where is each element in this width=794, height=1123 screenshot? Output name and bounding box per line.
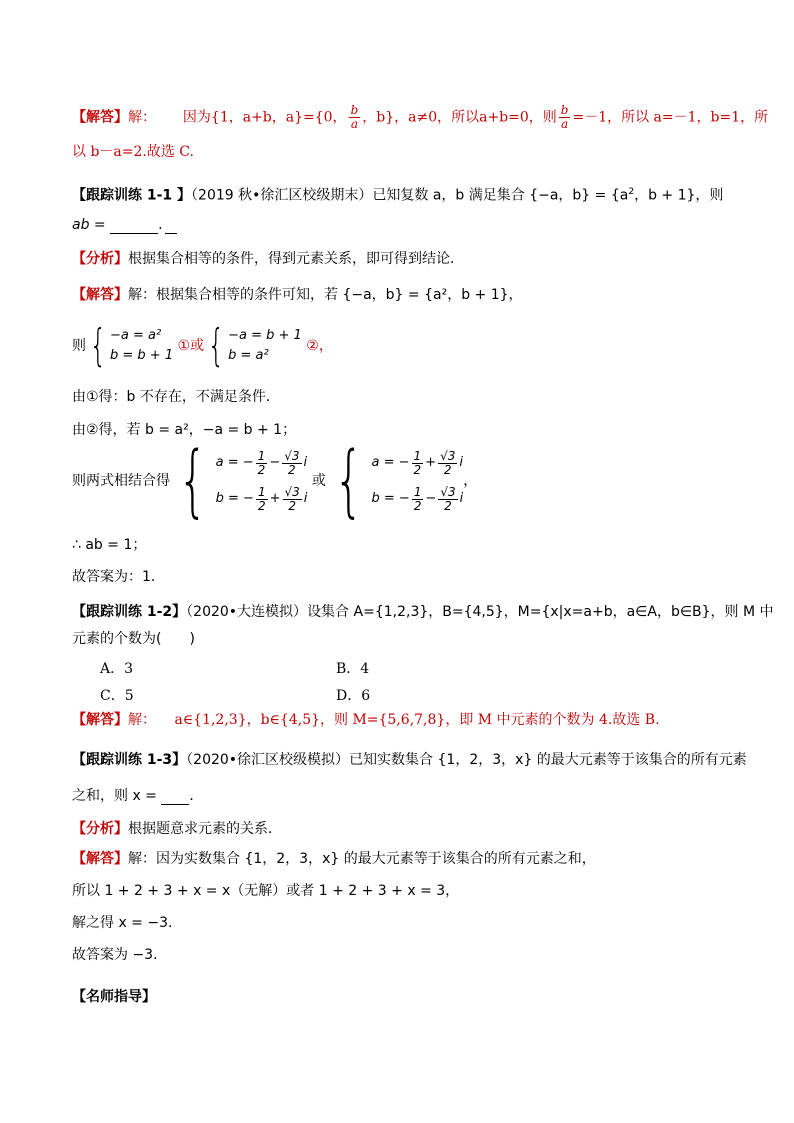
exercise-1-3-line2: 之和，则 x = ． [72, 788, 204, 804]
answer-blank [161, 790, 189, 805]
answer-blank [110, 219, 158, 234]
system-a: −a = a² b = b + 1 [110, 328, 174, 363]
final-answer-1-1: 故答案为：1． [72, 569, 165, 585]
option-d: D．6 [336, 688, 371, 704]
exercise-1-1-title: 【跟踪训练 1-1 】（2019 秋•徐汇区校级期末）已知复数 a，b 满足集合 {−a，$b\} = \{a^2$，b + 1}，则 [72, 187, 724, 204]
exercise-1-2-line2: 元素的个数为( ) [72, 631, 195, 647]
exercise-text: 已知复数 a，b 满足集合 {−a，b} = {a [372, 187, 629, 204]
solve-line: 解之得 x = −3． [72, 915, 183, 931]
answer-1-3: 【解答】解：因为实数集合 {1，2，3，x} 的最大元素等于该集合的所有元素之和， [72, 851, 596, 867]
exercise-1-2-title: 【跟踪训练 1-2】（2020•大连模拟）设集合 A={1,2,3}，B={4,5}，M={x|x=a+b，a∈A，b∈B}，则 M 中 [72, 604, 774, 620]
answer-text-2: ，b}，a≠0，所以a+b=0，则 [362, 109, 557, 126]
therefore-line: ∴ ab = 1； [72, 537, 147, 553]
exercise-1-1-line2: ab = . [72, 216, 177, 234]
answer-block-1-line1 [72, 104, 768, 131]
solution-system-2: a = − $\frac{1}{2}$ + $\frac{√3}{2}$ i b = − $\frac{1}{2}$ − $\frac{√3}{2}$ i [371, 448, 464, 513]
system-b: −a = b + 1 b = a² [228, 328, 302, 363]
so-line: 所以 1 + 2 + 3 + x = x（无解）或者 1 + 2 + 3 + x = 3， [72, 883, 460, 899]
exercise-source: （2020•徐汇区校级模拟） [186, 752, 350, 768]
answer-1-1: 【解答】解：根据集合相等的条件可知，若 {−a，b} = {a²，b + 1}， [72, 287, 523, 303]
analysis-tag: 【分析】 [72, 251, 128, 267]
from-2: 由②得，若 b = a²，−a = b + 1； [72, 422, 297, 438]
option-c: C．5 [100, 688, 134, 704]
option-b: B．4 [336, 661, 370, 677]
answer-text-3: =－1，所以 a=－1，b=1，所 [572, 109, 769, 126]
answer-tag: 【解答】 [72, 712, 128, 728]
circle-1-or: ①或 [177, 338, 205, 354]
exercise-text-end: ，b + 1}，则 [634, 187, 724, 204]
exercise-tag: 【跟踪训练 1-2】 [72, 604, 187, 620]
answer-jie: 解： [128, 109, 156, 126]
answer-tag: 【解答】 [72, 851, 128, 867]
system-equations-1: 则{ −a = a² b = b + 1 ①或{ −a = b + 1 b = a² ②， [72, 320, 333, 371]
analysis-tag: 【分析】 [72, 821, 128, 837]
fraction-b-over-a: $\frac{b}{a}$ [350, 103, 359, 131]
answer-1-2: 【解答】解： a∈{1,2,3}，b∈{4,5}，则 M={5,6,7,8}，即 M 中元素的个数为 4.故选 B. [72, 712, 660, 728]
combined-solution: 则两式相结合得 { a = − $\frac{1}{2}$ − $\frac{√3}{2}$ i b = − $\frac{1}{2}$ + $\frac{√3}{2}$ i 或 { a = − $\frac{1}{2}$ + $\frac{√3}{2}$ i b = − $\frac{1}{2}$ − $\frac{√3}{2}$ i ， [72, 436, 478, 526]
exercise-source: （2020•大连模拟） [186, 604, 308, 620]
teacher-guide-heading: 【名师指导】 [72, 989, 156, 1005]
answer-tag: 【解答】 [72, 109, 128, 126]
exercise-1-3-title: 【跟踪训练 1-3】（2020•徐汇区校级模拟）已知实数集合 {1，2，3，x} 的最大元素等于该集合的所有元素 [72, 752, 747, 768]
answer-block-1-line2: 以 b－a=2.故选 C. [72, 144, 194, 160]
exercise-tag: 【跟踪训练 1-1 】 [72, 187, 192, 204]
final-answer-1-3: 故答案为 −3． [72, 947, 168, 963]
from-1: 由①得：b 不存在，不满足条件． [72, 389, 280, 405]
fraction-b-over-a-2: $\frac{b}{a}$ [560, 103, 569, 131]
solution-system-1: a = − $\frac{1}{2}$ − $\frac{√3}{2}$ i b = − $\frac{1}{2}$ + $\frac{√3}{2}$ i [215, 448, 308, 513]
analysis-1-3: 【分析】根据题意求元素的关系． [72, 821, 282, 837]
exercise-source: （2019 秋•徐汇区校级期末） [191, 187, 373, 204]
exercise-tag: 【跟踪训练 1-3】 [72, 752, 187, 768]
answer-text-1: 因为{1，a+b，a}={0， [182, 109, 347, 126]
analysis-1-1: 【分析】根据集合相等的条件，得到元素关系，即可得到结论． [72, 251, 464, 267]
option-a: A．3 [100, 661, 134, 677]
answer-tag: 【解答】 [72, 287, 128, 303]
circle-2: ②， [306, 338, 333, 354]
